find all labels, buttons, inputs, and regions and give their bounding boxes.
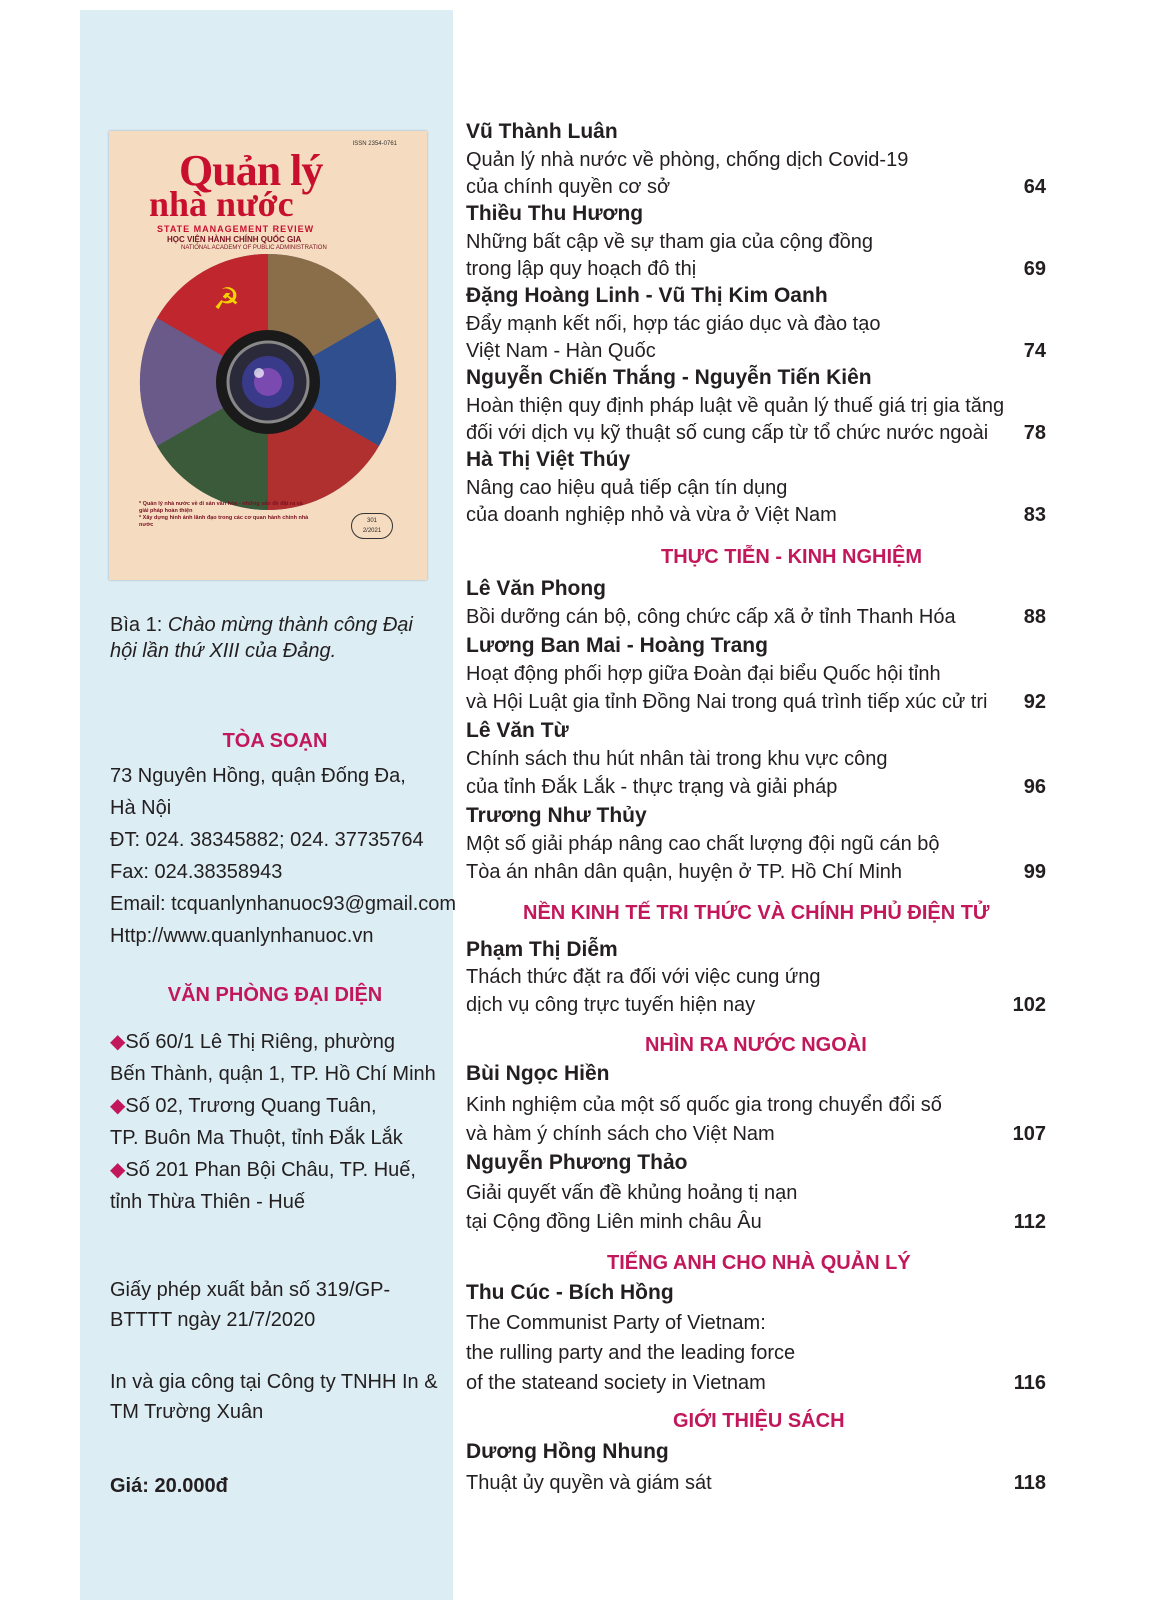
toc-page-number: 69 [1023, 258, 1046, 280]
office-1a-text: Số 60/1 Lê Thị Riêng, phường [125, 1031, 396, 1053]
office-3b: tỉnh Thừa Thiên - Huế [110, 1191, 305, 1213]
address-line1: 73 Nguyên Hồng, quận Đống Đa, [110, 765, 406, 787]
toc-title-line: Thách thức đặt ra đối với việc cung ứng [466, 966, 821, 988]
caption-prefix: Bìa 1: [110, 614, 168, 636]
toc-page-number: 74 [1023, 340, 1046, 362]
cover-blurb-1: * Quản lý nhà nước về di sản văn hóa - những vấn đề đặt ra và giải pháp hoàn thiện [139, 501, 303, 514]
toc-title-line: Quản lý nhà nước về phòng, chống dịch Covid-19 [466, 149, 909, 171]
toc-author: Vũ Thành Luân [466, 120, 618, 143]
cover-title-line2: nhà nước [149, 184, 294, 224]
price: Giá: 20.000đ [110, 1475, 228, 1497]
diamond-icon: ◆ [110, 1031, 126, 1053]
toc-author: Thu Cúc - Bích Hồng [466, 1281, 674, 1304]
toc-author: Phạm Thị Diễm [466, 938, 618, 961]
fax-line: Fax: 024.38358943 [110, 861, 283, 883]
email-line: Email: tcquanlynhanuoc93@gmail.com [110, 893, 457, 915]
toc-title-line: Hoàn thiện quy định pháp luật về quản lý thuế giá trị gia tăng [466, 395, 1005, 417]
toc-title-line: đối với dịch vụ kỹ thuật số cung cấp từ tổ chức nước ngoài [466, 422, 989, 444]
toc-title-line: Chính sách thu hút nhân tài trong khu vực công [466, 748, 888, 770]
toc-title-line: tại Cộng đồng Liên minh châu Âu [466, 1211, 762, 1233]
toc-section-heading: GIỚI THIỆU SÁCH [673, 1410, 845, 1432]
diamond-icon: ◆ [110, 1159, 126, 1181]
office-heading: VĂN PHÒNG ĐẠI DIỆN [167, 984, 383, 1006]
office-2a-text: Số 02, Trương Quang Tuân, [125, 1095, 377, 1117]
toc-page-number: 99 [1023, 861, 1046, 883]
toc-title-line: Đẩy mạnh kết nối, hợp tác giáo dục và đào tạo [466, 313, 881, 335]
toc-author: Lê Văn Phong [466, 577, 607, 600]
toc-title-line: và hàm ý chính sách cho Việt Nam [466, 1123, 775, 1145]
office-3a-text: Số 201 Phan Bội Châu, TP. Huế, [125, 1159, 416, 1181]
cover-subtitle-en: STATE MANAGEMENT REVIEW [157, 224, 315, 234]
toc-section-heading: NỀN KINH TẾ TRI THỨC VÀ CHÍNH PHỦ ĐIỆN TỬ [523, 902, 990, 924]
toc-author: Trương Như Thủy [466, 804, 647, 827]
cover-artwork [127, 251, 409, 513]
cover-publisher-vi: HỌC VIỆN HÀNH CHÍNH QUỐC GIA [167, 235, 302, 244]
toc-author: Nguyễn Phương Thảo [466, 1151, 688, 1174]
cover-caption [110, 612, 440, 664]
office-2b: TP. Buôn Ma Thuột, tỉnh Đắk Lắk [110, 1127, 403, 1149]
printer-line2: TM Trường Xuân [110, 1401, 264, 1423]
toc-title-line: of the stateand society in Vietnam [466, 1372, 766, 1394]
toc-title-line: Nâng cao hiệu quả tiếp cận tín dụng [466, 477, 788, 499]
toc-author: Thiều Thu Hương [466, 202, 644, 225]
toc-title-line: của doanh nghiệp nhỏ và vừa ở Việt Nam [466, 504, 837, 526]
license-line1: Giấy phép xuất bản số 319/GP- [110, 1279, 391, 1301]
toc-page-number: 107 [1012, 1123, 1046, 1145]
toc-title-line: Hoạt động phối hợp giữa Đoàn đại biểu Quốc hội tỉnh [466, 663, 941, 685]
toc-title-line: Một số giải pháp nâng cao chất lượng đội ngũ cán bộ [466, 833, 940, 855]
toc-title-line: Việt Nam - Hàn Quốc [466, 340, 656, 362]
toc-section-heading: THỰC TIỄN - KINH NGHIỆM [661, 546, 923, 568]
toc-title-line: trong lập quy hoạch đô thị [466, 258, 697, 280]
toc-page-number: 88 [1023, 606, 1046, 628]
toc-section-heading: TIẾNG ANH CHO NHÀ QUẢN LÝ [607, 1252, 911, 1274]
toc-page-number: 96 [1023, 776, 1046, 798]
editorial-heading: TÒA SOẠN [222, 730, 328, 752]
magazine-cover [109, 131, 427, 580]
toc-author: Lê Văn Từ [466, 719, 569, 742]
toc-title-line: the rulling party and the leading force [466, 1342, 796, 1364]
toc-page-number: 64 [1023, 176, 1046, 198]
toc-page-number: 102 [1012, 994, 1046, 1016]
toc-title-line: Kinh nghiệm của một số quốc gia trong chuyển đổi số [466, 1094, 942, 1116]
office-3a [110, 1154, 416, 1186]
phone-line: ĐT: 024. 38345882; 024. 37735764 [110, 829, 424, 851]
cover-issue-no: 301 [366, 518, 377, 524]
svg-text:☭: ☭ [213, 282, 240, 317]
toc-title-line: Tòa án nhân dân quận, huyện ở TP. Hồ Chí Minh [466, 861, 903, 883]
toc-page-number: 118 [1013, 1472, 1046, 1494]
toc-author: Bùi Ngọc Hiền [466, 1062, 610, 1085]
toc-page-number: 112 [1013, 1211, 1046, 1233]
cover-issue-badge [351, 513, 393, 539]
toc-title-line: Những bất cập về sự tham gia của cộng đồng [466, 231, 874, 253]
toc-title-line: của chính quyền cơ sở [466, 176, 671, 198]
cover-blurb-2: * Xây dựng hình ảnh lãnh đạo trong các cơ quan hành chính nhà nước [139, 515, 309, 528]
diamond-icon: ◆ [110, 1095, 126, 1117]
toc-title-line: và Hội Luật gia tỉnh Đồng Nai trong quá trình tiếp xúc cử tri [466, 691, 988, 713]
license-line2: BTTTT ngày 21/7/2020 [110, 1309, 316, 1331]
web-line: Http://www.quanlynhanuoc.vn [110, 925, 374, 947]
toc-title-line: dịch vụ công trực tuyến hiện nay [466, 994, 756, 1016]
toc-title-line: Thuật ủy quyền và giám sát [466, 1472, 712, 1494]
toc-page-number: 92 [1023, 691, 1046, 713]
printer-line1: In và gia công tại Công ty TNHH In & [110, 1371, 438, 1393]
address-line2: Hà Nội [110, 797, 172, 819]
toc-title-line: Bồi dưỡng cán bộ, công chức cấp xã ở tỉnh Thanh Hóa [466, 606, 956, 628]
toc-author: Lương Ban Mai - Hoàng Trang [466, 634, 768, 657]
toc-title-line: The Communist Party of Vietnam: [466, 1312, 766, 1334]
office-2a [110, 1090, 377, 1122]
toc-author: Hà Thị Việt Thúy [466, 448, 631, 471]
cover-blurb [139, 501, 309, 529]
toc-page-number: 83 [1023, 504, 1046, 526]
toc-section-heading: NHÌN RA NƯỚC NGOÀI [645, 1034, 867, 1056]
caption-italic: Chào mừng thành công Đại hội lần thứ XIII của Đảng. [110, 614, 413, 662]
toc-title-line: của tỉnh Đắk Lắk - thực trạng và giải pháp [466, 776, 838, 798]
toc-title-line: Giải quyết vấn đề khủng hoảng tị nạn [466, 1182, 798, 1204]
office-1b: Bến Thành, quận 1, TP. Hồ Chí Minh [110, 1063, 436, 1085]
cover-publisher-en: NATIONAL ACADEMY OF PUBLIC ADMINISTRATION [181, 245, 327, 251]
toc-author: Đặng Hoàng Linh - Vũ Thị Kim Oanh [466, 284, 828, 307]
toc-author: Dương Hồng Nhung [466, 1440, 669, 1463]
toc-page-number: 116 [1013, 1372, 1046, 1394]
cover-issue-date: 2/2021 [362, 528, 382, 534]
cover-title-line1: Quản lý [179, 146, 323, 195]
cover-issn: ISSN 2354-0761 [352, 141, 397, 147]
office-1a [110, 1026, 395, 1058]
toc-page-number: 78 [1023, 422, 1046, 444]
toc-author: Nguyễn Chiến Thắng - Nguyễn Tiến Kiên [466, 366, 872, 389]
